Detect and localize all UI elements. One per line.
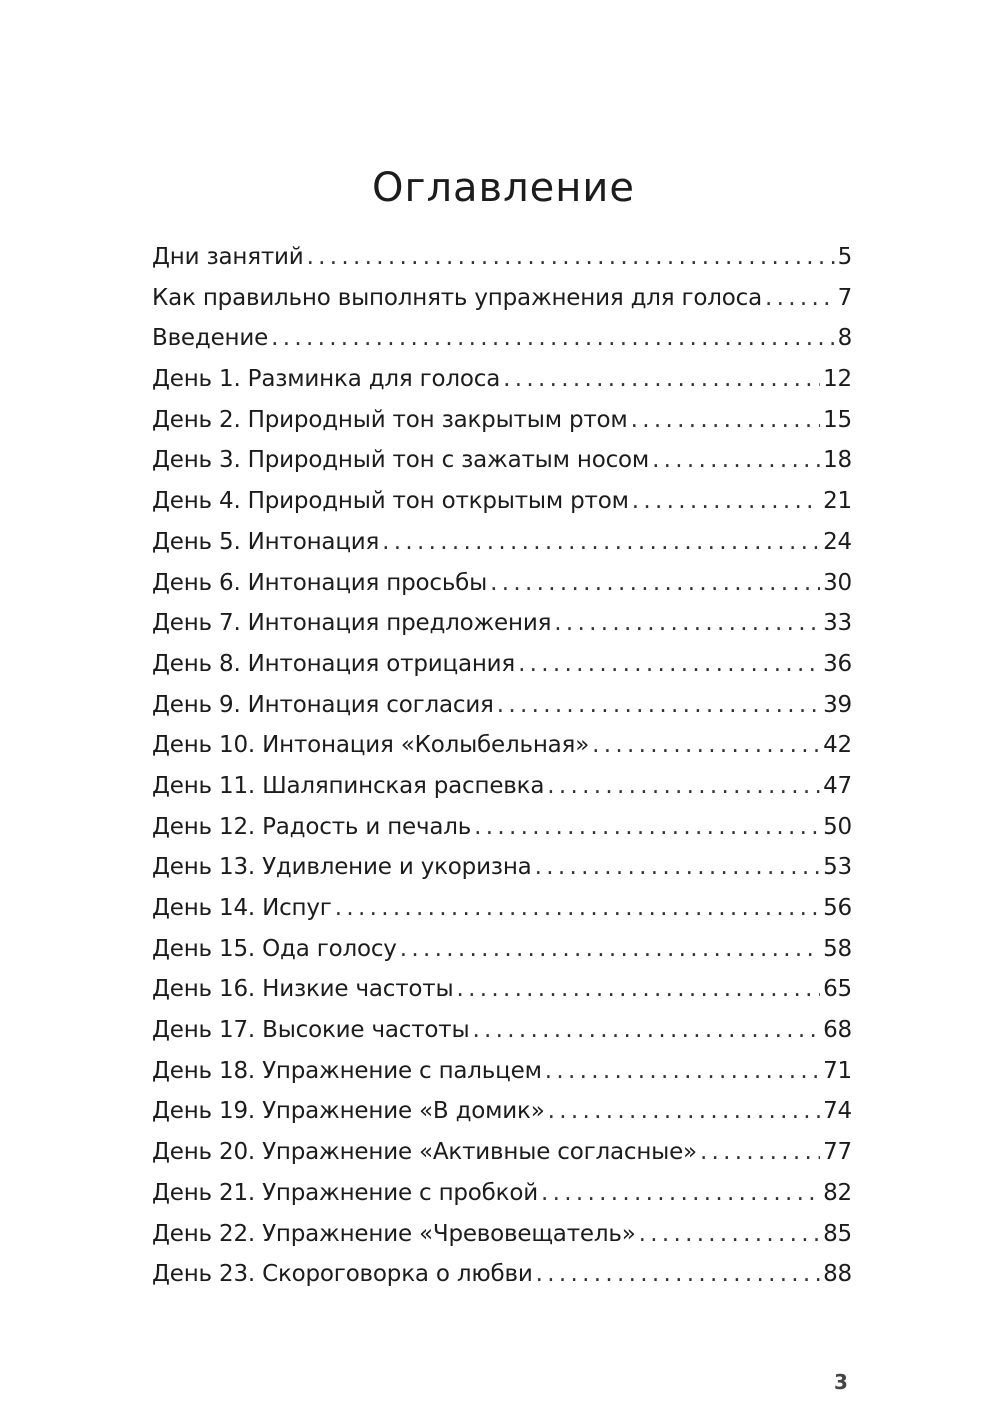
toc-entry-page: 65 (823, 976, 852, 1003)
toc-entry (152, 888, 852, 929)
toc-entry (152, 644, 852, 685)
toc-entry-title: День 1. Разминка для голоса (152, 366, 501, 393)
dot-leader (490, 563, 820, 604)
dot-leader (541, 1173, 820, 1214)
toc-entry-page: 7 (837, 284, 852, 311)
toc-entry-page: 74 (823, 1098, 852, 1125)
toc-entry-page: 56 (823, 895, 852, 921)
toc-entry-title: Введение (152, 325, 269, 352)
toc-entry-page: 82 (823, 1179, 852, 1206)
toc-entry-page: 47 (823, 772, 852, 799)
dot-leader (545, 1051, 820, 1092)
toc-entry-title: День 11. Шаляпинская распевка (152, 772, 545, 799)
toc-entry-title: День 5. Интонация (152, 528, 380, 555)
dot-leader (335, 888, 820, 929)
toc-entry (152, 237, 852, 278)
toc-entry-title: День 18. Упражнение с пальцем (152, 1057, 542, 1084)
toc-entry-page: 5 (837, 244, 852, 270)
dot-leader (456, 969, 820, 1010)
toc-entry (152, 481, 852, 522)
toc-entry-title: Как правильно выполнять упражнения для голоса (152, 284, 763, 311)
toc-entry-title: День 6. Интонация просьбы (152, 569, 488, 596)
toc-entry-page: 12 (823, 366, 852, 393)
dot-leader (632, 481, 820, 522)
toc-entry-title: День 20. Упражнение «Активные согласные» (152, 1139, 697, 1166)
toc-entry-page: 21 (823, 488, 852, 515)
toc-entry-title: День 12. Радость и печаль (152, 813, 472, 840)
toc-entry-title: День 16. Низкие частоты (152, 976, 454, 1003)
dot-leader (518, 644, 820, 685)
dot-leader (271, 318, 834, 359)
toc-entry (152, 400, 852, 441)
toc-entry (152, 522, 852, 563)
toc-entry (152, 1051, 852, 1092)
toc-entry (152, 359, 852, 400)
dot-leader (497, 685, 820, 726)
toc-entry-title: День 15. Ода голосу (152, 935, 397, 962)
dot-leader (639, 1214, 821, 1255)
toc-entry-page: 58 (823, 935, 852, 962)
toc-entry (152, 1132, 852, 1173)
toc-entry-title: День 13. Удивление и укоризна (152, 854, 532, 881)
toc-entry-title: День 19. Упражнение «В домик» (152, 1098, 545, 1125)
toc-entry (152, 1010, 852, 1051)
toc-entry (152, 318, 852, 359)
toc-entry-page: 88 (823, 1261, 852, 1288)
toc-entry-page: 15 (823, 406, 852, 433)
toc-entry-title: День 2. Природный тон закрытым ртом (152, 406, 628, 433)
toc-entry (152, 1214, 852, 1255)
toc-entry (152, 1254, 852, 1295)
dot-leader (700, 1132, 820, 1173)
toc-entry-title: День 17. Высокие частоты (152, 1017, 470, 1044)
dot-leader (765, 278, 835, 319)
toc-entry-page: 30 (823, 569, 852, 596)
toc-entry-page: 33 (823, 610, 852, 637)
dot-leader (554, 603, 820, 644)
toc-entry (152, 1091, 852, 1132)
toc-entry-page: 36 (823, 650, 852, 677)
toc-entry-page: 39 (823, 691, 852, 718)
toc-entry (152, 725, 852, 766)
toc-entry (152, 929, 852, 970)
toc-entry-title: День 3. Природный тон с зажатым носом (152, 447, 650, 474)
toc-entry-title: День 23. Скороговорка о любви (152, 1261, 533, 1288)
dot-leader (503, 359, 820, 400)
toc-entry (152, 969, 852, 1010)
dot-leader (535, 847, 821, 888)
dot-leader (547, 766, 820, 807)
dot-leader (400, 929, 820, 970)
toc-entry-title: День 14. Испуг (152, 895, 332, 921)
toc-entry (152, 440, 852, 481)
toc-entry-page: 24 (823, 528, 852, 555)
toc-entry-title: День 22. Упражнение «Чревовещатель» (152, 1220, 636, 1247)
toc-entry-page: 53 (823, 854, 852, 881)
toc-entry (152, 766, 852, 807)
dot-leader (472, 1010, 820, 1051)
toc-entry-page: 77 (823, 1139, 852, 1166)
toc-entry-title: День 7. Интонация предложения (152, 610, 552, 637)
dot-leader (474, 807, 820, 848)
dot-leader (592, 725, 820, 766)
toc-entry-title: День 10. Интонация «Колыбельная» (152, 732, 590, 759)
toc-entry-title: День 21. Упражнение с пробкой (152, 1179, 538, 1206)
toc-entry-title: День 8. Интонация отрицания (152, 650, 516, 677)
page-title: Оглавление (371, 165, 636, 211)
toc-entry-title: День 9. Интонация согласия (152, 691, 494, 718)
table-of-contents (152, 237, 852, 1295)
dot-leader (631, 400, 821, 441)
toc-entry (152, 685, 852, 726)
toc-entry (152, 847, 852, 888)
toc-entry (152, 1173, 852, 1214)
toc-entry-page: 68 (823, 1017, 852, 1044)
toc-entry (152, 603, 852, 644)
toc-entry-page: 8 (837, 325, 852, 352)
toc-entry-page: 50 (823, 813, 852, 840)
toc-entry (152, 278, 852, 319)
toc-entry-page: 18 (823, 447, 852, 474)
toc-entry (152, 807, 852, 848)
dot-leader (307, 237, 835, 278)
toc-entry-title: День 4. Природный тон открытым ртом (152, 488, 629, 515)
toc-entry-page: 85 (823, 1220, 852, 1247)
toc-entry-title: Дни занятий (152, 244, 304, 270)
dot-leader (652, 440, 820, 481)
toc-entry (152, 563, 852, 604)
page-number: 3 (834, 1370, 848, 1394)
toc-entry-page: 71 (823, 1057, 852, 1084)
toc-entry-page: 42 (823, 732, 852, 759)
dot-leader (548, 1091, 821, 1132)
dot-leader (536, 1254, 821, 1295)
dot-leader (382, 522, 820, 563)
